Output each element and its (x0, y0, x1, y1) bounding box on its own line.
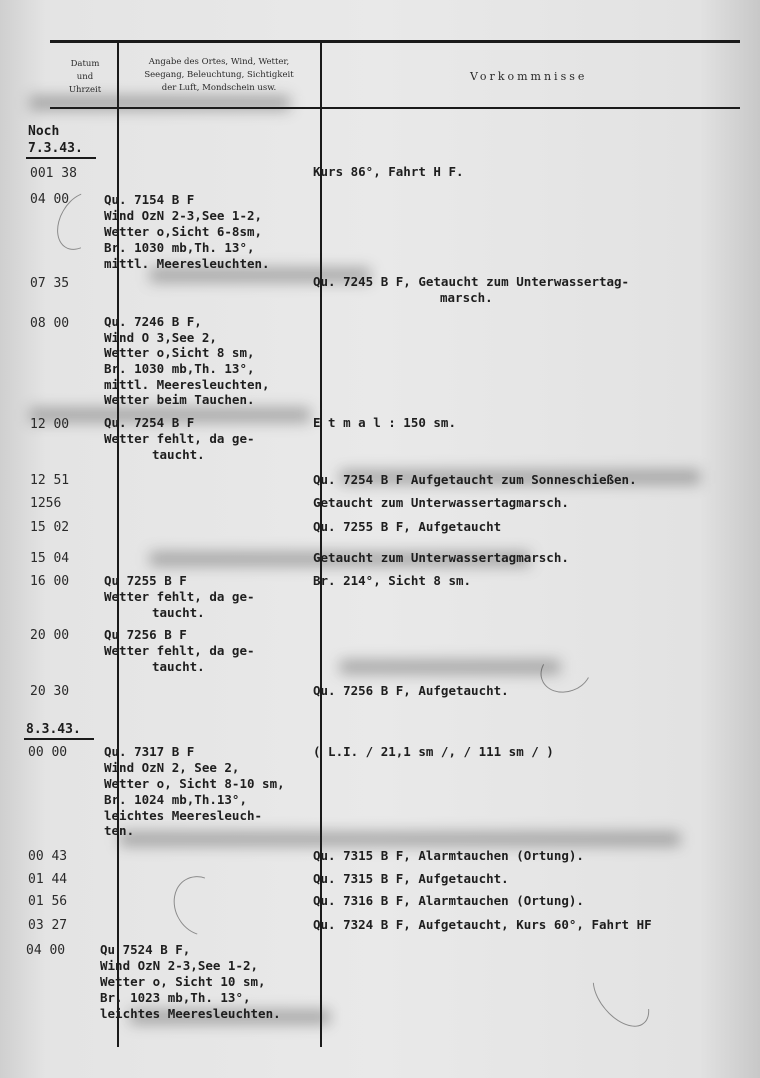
entry-time: 01 56 (28, 894, 68, 909)
entry-place-line: Qu. 7317 B F (104, 744, 195, 759)
entry-place-line: Qu. 7254 B F (104, 415, 195, 430)
entry-event-line: Qu. 7255 B F, Aufgetaucht (313, 519, 502, 534)
ink-smudge (30, 96, 290, 110)
section-date-noch: Noch (28, 124, 60, 139)
entry-place-line: Br. 1023 mb,Th. 13°, (100, 990, 251, 1005)
section-date-8-3-43: 8.3.43. (26, 722, 81, 737)
entry-event-line: Qu. 7245 B F, Getaucht zum Unterwassertag- (313, 274, 630, 289)
entry-time: 16 00 (30, 574, 70, 589)
entry-place-line: leichtes Meeresleuchten. (100, 1006, 281, 1021)
entry-event-line: Qu. 7324 B F, Aufgetaucht, Kurs 60°, Fahrt HF (313, 917, 652, 932)
entry-time: 1256 (30, 496, 62, 511)
entry-time: 03 27 (28, 918, 68, 933)
entry-place-line: Wetter fehlt, da ge- (104, 431, 255, 446)
header-events: Vorkommnisse (470, 70, 588, 83)
entry-time: 00 43 (28, 849, 68, 864)
entry-place-line: Wetter o,Sicht 8 sm, (104, 345, 255, 360)
entry-place-line: Wetter o,Sicht 6-8sm, (104, 224, 263, 239)
entry-time: 01 44 (28, 872, 68, 887)
entry-event-line: Qu. 7256 B F, Aufgetaucht. (313, 683, 509, 698)
entry-place-line: mittl. Meeresleuchten. (104, 256, 270, 271)
entry-time: 20 00 (30, 628, 70, 643)
entry-place-line: Wetter o, Sicht 10 sm, (100, 974, 266, 989)
entry-event-line: Qu. 7315 B F, Alarmtauchen (Ortung). (313, 848, 584, 863)
entry-time: 12 00 (30, 417, 70, 432)
entry-place-line: Br. 1024 mb,Th.13°, (104, 792, 247, 807)
entry-time: 15 02 (30, 520, 70, 535)
hair-scratch (163, 866, 239, 946)
hair-scratch (582, 955, 660, 1037)
entry-place-line: Qu 7524 B F, (100, 942, 191, 957)
entry-event-line: Qu. 7254 B F Aufgetaucht zum Sonneschießen. (313, 472, 637, 487)
entry-event-line: Qu. 7316 B F, Alarmtauchen (Ortung). (313, 893, 584, 908)
entry-event-line: Kurs 86°, Fahrt H F. (313, 164, 464, 179)
entry-place-line: Wetter fehlt, da ge- (104, 643, 255, 658)
entry-place-line: Qu. 7246 B F, (104, 314, 202, 329)
hair-scratch (534, 642, 597, 699)
date-underline (24, 738, 94, 740)
entry-time: 07 35 (30, 276, 70, 291)
entry-place-line: Br. 1030 mb,Th. 13°, (104, 240, 255, 255)
entry-place-line: Wetter beim Tauchen. (104, 392, 255, 407)
entry-time: 00 00 (28, 745, 68, 760)
entry-place-line: taucht. (152, 605, 205, 620)
entry-time: 12 51 (30, 473, 70, 488)
entry-event-line: Br. 214°, Sicht 8 sm. (313, 573, 472, 588)
entry-time: 08 00 (30, 316, 70, 331)
entry-event-line: Getaucht zum Unterwassertagmarsch. (313, 495, 569, 510)
entry-time: 04 00 (30, 192, 70, 207)
entry-event-line: Qu. 7315 B F, Aufgetaucht. (313, 871, 509, 886)
entry-place-line: taucht. (152, 447, 205, 462)
entry-place-line: Wind OzN 2-3,See 1-2, (104, 208, 263, 223)
entry-event-line: E t m a l : 150 sm. (313, 415, 456, 430)
entry-place-line: Wind OzN 2-3,See 1-2, (100, 958, 259, 973)
date-underline (26, 157, 96, 159)
entry-place-line: Wetter o, Sicht 8-10 sm, (104, 776, 285, 791)
entry-place-line: mittl. Meeresleuchten, (104, 377, 270, 392)
header-location-weather: Angabe des Ortes, Wind, Wetter, Seegang, Beleuchtung, Sichtigkeit der Luft, Mondschein usw. (144, 57, 294, 93)
header-date-time: Datum und Uhrzeit (68, 59, 102, 95)
entry-place-line: Qu 7255 B F (104, 573, 187, 588)
entry-event-line: Getaucht zum Unterwassertagmarsch. (313, 550, 569, 565)
entry-time: 001 38 (30, 166, 77, 181)
entry-place-line: Br. 1030 mb,Th. 13°, (104, 361, 255, 376)
entry-place-line: Wind O 3,See 2, (104, 330, 217, 345)
entry-place-line: Qu. 7154 B F (104, 192, 195, 207)
entry-time: 04 00 (26, 943, 66, 958)
ink-smudge (120, 832, 680, 846)
entry-place-line: taucht. (152, 659, 205, 674)
entry-event-line: marsch. (440, 290, 493, 305)
ink-smudge (340, 660, 560, 674)
header-top-rule (50, 40, 740, 43)
entry-place-line: leichtes Meeresleuch- (104, 808, 263, 823)
entry-event-line: ( L.I. / 21,1 sm /, / 111 sm / ) (313, 744, 554, 759)
entry-place-line: Wind OzN 2, See 2, (104, 760, 240, 775)
entry-place-line: Qu 7256 B F (104, 627, 187, 642)
entry-place-line: ten. (104, 823, 135, 838)
entry-place-line: Wetter fehlt, da ge- (104, 589, 255, 604)
entry-time: 20 30 (30, 684, 70, 699)
section-date-7-3-43: 7.3.43. (28, 141, 83, 156)
entry-time: 15 04 (30, 551, 70, 566)
